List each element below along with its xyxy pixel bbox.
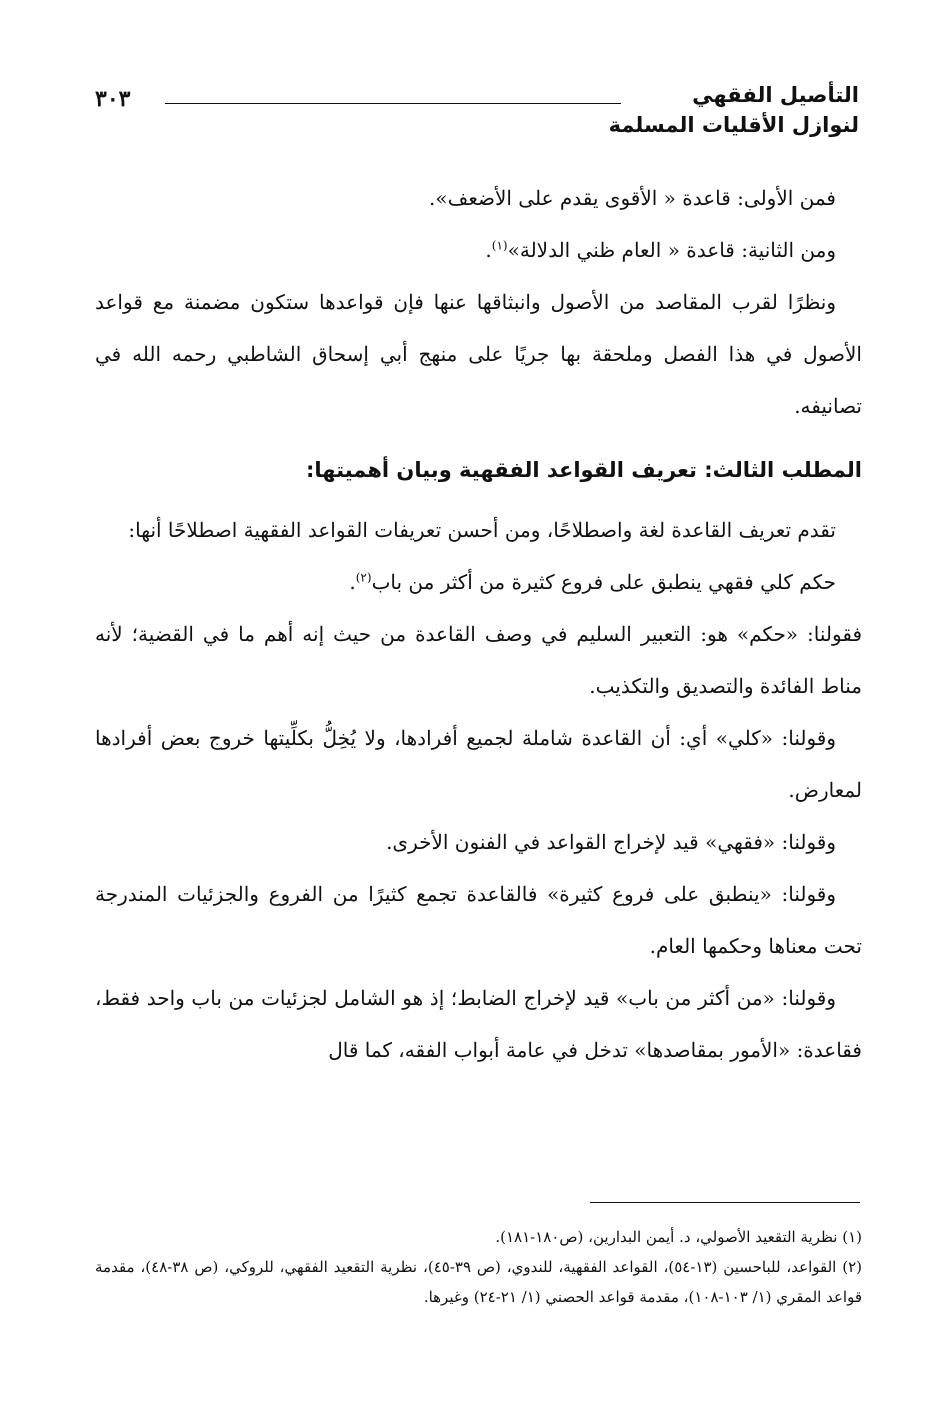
paragraph-8: وقولنا: «فقهي» قيد لإخراج القواعد في الفنون الأخرى. <box>386 830 836 854</box>
definition-end: . <box>349 570 356 594</box>
header-rule <box>165 103 621 104</box>
paragraph-9: وقولنا: «ينطبق على فروع كثيرة» فالقاعدة تجمع كثيرًا من الفروع والجزئيات المندرجة تحت معناها وحكمها العام. <box>95 882 862 958</box>
paragraph-2 <box>95 224 862 276</box>
paragraph-7: وقولنا: «كلي» أي: أن القاعدة شاملة لجميع أفرادها، ولا يُخِلُّ بكلِّيتها خروج بعض أفرادها لمعارض. <box>95 726 862 802</box>
footnotes <box>95 1222 862 1312</box>
definition-paragraph <box>95 556 862 608</box>
footnote-separator <box>590 1202 860 1203</box>
page-number: ٣٠٣ <box>95 86 131 112</box>
footnote-1: (١) نظرية التقعيد الأصولي، د. أيمن البدارين، (ص١٨٠-١٨١). <box>495 1228 862 1246</box>
running-header <box>95 80 859 150</box>
definition-text: حكم كلي فقهي ينطبق على فروع كثيرة من أكثر من باب <box>371 570 836 594</box>
paragraph-4: تقدم تعريف القاعدة لغة واصطلاحًا، ومن أحسن تعريفات القواعد الفقهية اصطلاحًا أنها: <box>128 518 836 542</box>
paragraph-3: ونظرًا لقرب المقاصد من الأصول وانبثاقها عنها فإن قواعدها ستكون مضمنة مع قواعد الأصول في هذا الفصل وملحقة بها جريًا على منهج أبي إسحاق الشاطبي رحمه الله في تصانيفه. <box>95 290 862 418</box>
paragraph-2-text: ومن الثانية: قاعدة « العام ظني الدلالة» <box>507 238 836 262</box>
footnote-ref-2[interactable]: (٢) <box>355 570 372 585</box>
footnote-ref-1[interactable]: (١) <box>491 238 508 253</box>
running-title-line-2: لنوازل الأقليات المسلمة <box>608 113 859 137</box>
footnote-2: (٢) القواعد، للباحسين (١٣-٥٤)، القواعد الفقهية، للندوي، (ص ٣٩-٤٥)، نظرية التقعيد الفقهي، للروكي، (ص ٣٨-٤٨)، مقدمة قواعد المقري (١/ ١٠٣-١٠٨)، مقدمة قواعد الحصني (١/ ٢١-٢٤) وغيرها. <box>95 1258 862 1306</box>
running-title-line-1: التأصيل الفقهي <box>692 83 859 107</box>
paragraph-2-end: . <box>485 238 492 262</box>
running-title <box>609 80 859 140</box>
paragraph-1: فمن الأولى: قاعدة « الأقوى يقدم على الأضعف». <box>429 186 836 210</box>
paragraph-10: وقولنا: «من أكثر من باب» قيد لإخراج الضابط؛ إذ هو الشامل لجزئيات من باب واحد فقط، فقاعدة: «الأمور بمقاصدها» تدخل في عامة أبواب الفقه، كما قال <box>95 986 862 1062</box>
main-text <box>95 172 862 1076</box>
paragraph-6: فقولنا: «حكم» هو: التعبير السليم في وصف القاعدة من حيث إنه أهم ما في القضية؛ لأنه مناط الفائدة والتصديق والتكذيب. <box>95 622 862 698</box>
section-heading: المطلب الثالث: تعريف القواعد الفقهية وبيان أهميتها: <box>305 458 862 482</box>
